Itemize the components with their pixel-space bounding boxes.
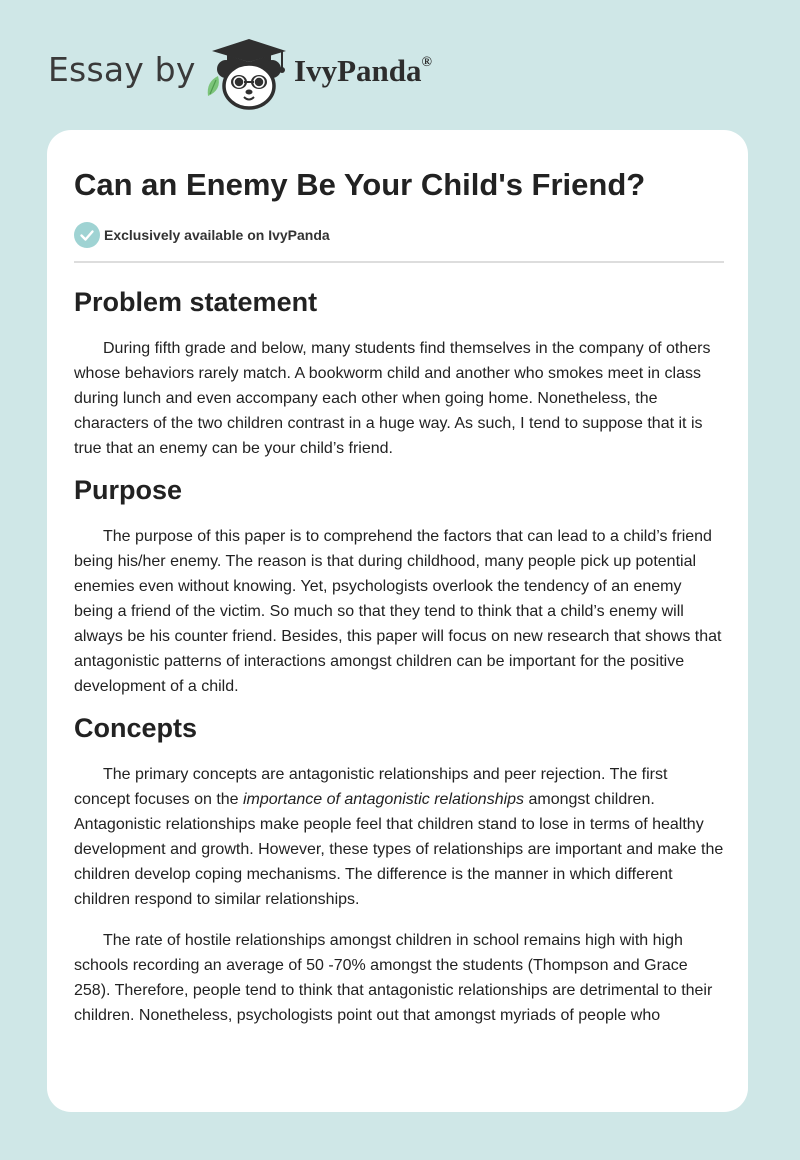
panda-logo-icon [202, 36, 296, 110]
purpose-paragraph: The purpose of this paper is to comprehend the factors that can lead to a child’s friend being his/her enemy. The reason is that during childhood, many people pick up potential enemies even without knowing. Yet, psychologists overlook the tendency of an enemy being a friend of the victim. So much so that they tend to think that a child’s enemy will always be his counter friend. Besides, this paper will focus on new research that shows that antagonistic patterns of interactions amongst children can be important for the positive development of a child. [74, 528, 722, 695]
section-heading-problem: Problem statement [74, 287, 318, 317]
essay-content [74, 166, 724, 1028]
title-divider [74, 261, 724, 263]
concepts-paragraph-1: The primary concepts are antagonistic relationships and peer rejection. The first concept focuses on the importance of antagonistic relationships amongst children. Antagonistic relationships make people feel that children stand to lose in terms of healthy development and growth. However, these types of relationships are important and make the children develop coping mechanisms. The difference is the manner in which different children respond to similar relationships. [74, 766, 724, 908]
check-circle-icon [74, 222, 100, 248]
brand-header[interactable] [48, 36, 488, 108]
essay-card [47, 130, 748, 1112]
brand-name: IvyPanda® [294, 53, 432, 88]
emphasis-text: importance of antagonistic relationships [243, 791, 525, 808]
problem-paragraph: During fifth grade and below, many students find themselves in the company of others whose behaviors rarely match. A bookworm child and another who smokes meet in class during lunch and even accompany each other when going home. Nonetheless, the characters of the two children contrast in a huge way. As such, I tend to suppose that it is true that an enemy can be your child’s friend. [74, 340, 711, 457]
exclusive-badge [74, 222, 724, 248]
page-title: Can an Enemy Be Your Child's Friend? [74, 167, 646, 202]
concepts-paragraph-2: The rate of hostile relationships amongst children in school remains high with high schools recording an average of 50 -70% amongst the students (Thompson and Grace 258). Therefore, people tend to think that antagonistic relationships are detrimental to their children. Nonetheless, psychologists point out that amongst myriads of people who [74, 932, 713, 1024]
section-heading-concepts: Concepts [74, 713, 198, 743]
section-heading-purpose: Purpose [74, 475, 183, 505]
brand-prefix: Essay by [48, 50, 196, 89]
exclusive-label: Exclusively available on IvyPanda [104, 227, 330, 243]
